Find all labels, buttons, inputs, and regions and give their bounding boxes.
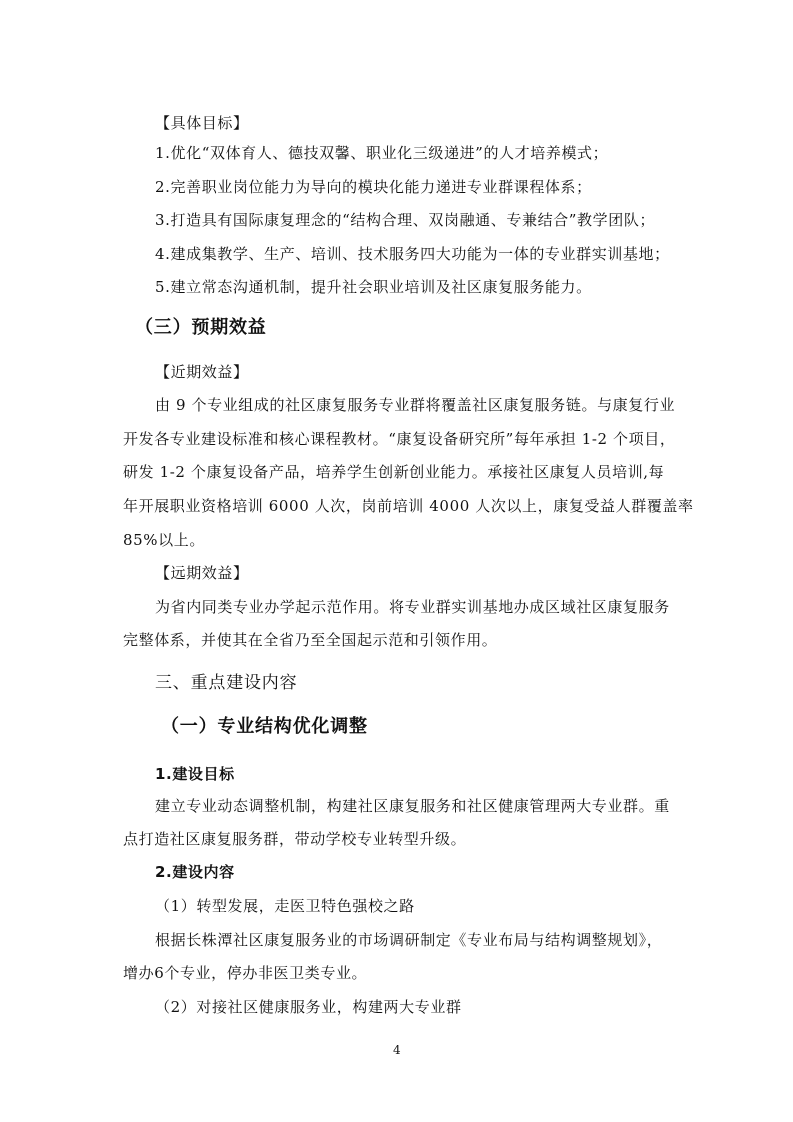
long-term-label: 【远期效益】	[155, 564, 249, 582]
item-1-line-2: 增办6个专业，停办非医卫类专业。	[123, 964, 368, 982]
item-2-title: （2）对接社区健康服务业，构建两大专业群	[155, 998, 462, 1016]
goal-item-4: 4.建成集教学、生产、培训、技术服务四大功能为一体的专业群实训基地；	[155, 245, 670, 263]
item-1-line-1: 根据长株潭社区康复服务业的市场调研制定《专业布局与结构调整规划》，	[155, 931, 663, 949]
specific-goals-label: 【具体目标】	[155, 114, 249, 132]
section-3-heading: 三、重点建设内容	[155, 673, 298, 693]
goal-item-1: 1.优化“双体育人、德技双馨、职业化三级递进”的人才培养模式；	[155, 144, 609, 162]
goal-heading: 1.建设目标	[155, 765, 235, 783]
item-1-title: （1）转型发展，走医卫特色强校之路	[155, 897, 415, 915]
goal-line-1: 建立专业动态调整机制，构建社区康复服务和社区健康管理两大专业群。重	[155, 797, 670, 815]
goal-line-2: 点打造社区康复服务群，带动学校专业转型升级。	[123, 830, 467, 848]
long-term-line-2: 完整体系，并使其在全省乃至全国起示范和引领作用。	[123, 631, 498, 649]
near-term-label: 【近期效益】	[155, 363, 249, 381]
near-term-line-3: 研发 1-2 个康复设备产品，培养学生创新创业能力。承接社区康复人员培训,每	[123, 463, 665, 481]
goal-item-2: 2.完善职业岗位能力为导向的模块化能力递进专业群课程体系；	[155, 178, 592, 196]
content-heading: 2.建设内容	[155, 863, 235, 881]
near-term-line-4: 年开展职业资格培训 6000 人次，岗前培训 4000 人次以上，康复受益人群覆盖率	[123, 497, 694, 515]
subsection-1-heading: （一）专业结构优化调整	[161, 716, 368, 737]
expected-benefits-heading: （三）预期效益	[135, 317, 267, 338]
page-number: 4	[393, 1043, 401, 1057]
goal-item-5: 5.建立常态沟通机制，提升社会职业培训及社区康复服务能力。	[155, 278, 592, 296]
goal-item-3: 3.打造具有国际康复理念的“结构合理、双岗融通、专兼结合”教学团队；	[155, 211, 656, 229]
near-term-line-2: 开发各专业建设标准和核心课程教材。“康复设备研究所”每年承担 1-2 个项目，	[123, 430, 676, 448]
long-term-line-1: 为省内同类专业办学起示范作用。将专业群实训基地办成区域社区康复服务	[155, 598, 670, 616]
near-term-line-1: 由 9 个专业组成的社区康复服务专业群将覆盖社区康复服务链。与康复行业	[155, 396, 676, 414]
near-term-line-5: 85%以上。	[123, 531, 205, 549]
